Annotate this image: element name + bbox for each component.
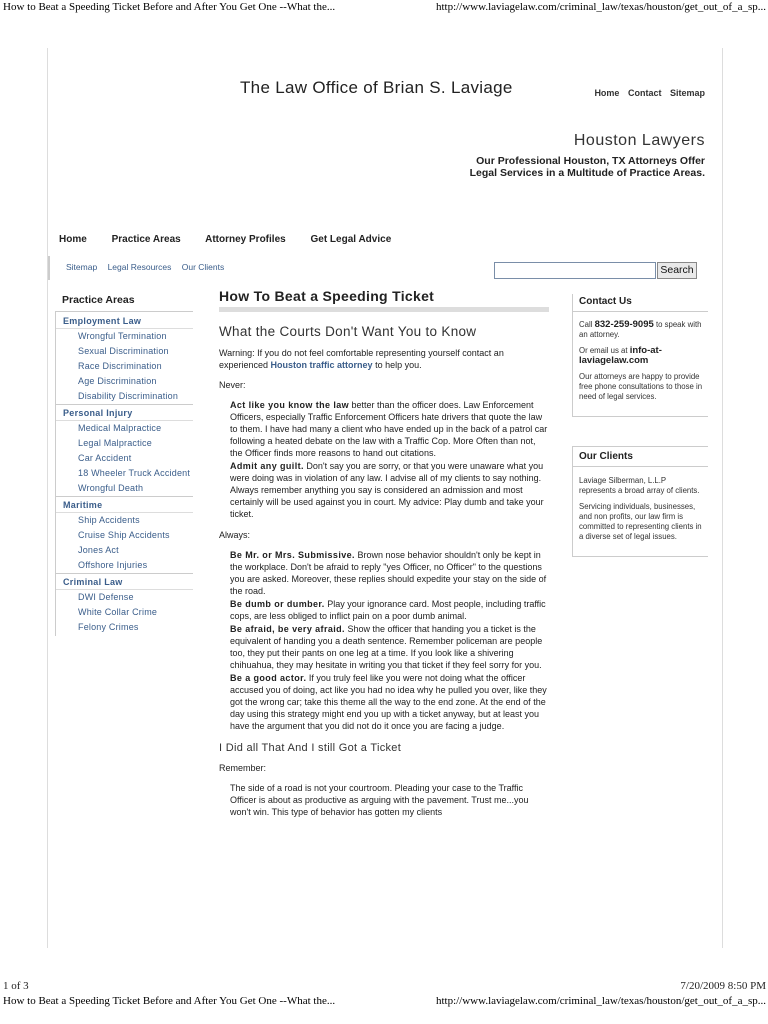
hero-subtitle: Our Professional Houston, TX Attorneys Offer Legal Services in a Multitude of Practice Areas. — [469, 155, 705, 179]
sidebar-item-felony-crimes[interactable]: Felony Crimes — [78, 622, 139, 632]
warning-paragraph — [219, 347, 549, 371]
sidebar-item-legal-malpractice[interactable]: Legal Malpractice — [78, 438, 152, 448]
sidebar-title: Practice Areas — [55, 294, 193, 312]
search-button[interactable]: Search — [657, 262, 697, 279]
call-suffix: to speak with an attorney. — [579, 320, 702, 339]
print-footer-meta — [0, 980, 768, 994]
search-input[interactable] — [494, 262, 656, 279]
call-line — [579, 320, 704, 340]
top-nav-contact[interactable]: Contact — [627, 88, 662, 98]
sidebar-item-offshore-injuries[interactable]: Offshore Injuries — [56, 558, 193, 574]
main-nav — [59, 234, 413, 245]
email-line — [579, 346, 704, 366]
consultation-note: Our attorneys are happy to provide free phone consultations to those in need of legal services. — [579, 372, 703, 401]
title-divider — [219, 307, 549, 312]
email-prefix: Or email us at — [579, 346, 630, 355]
main-nav-get-legal-advice[interactable]: Get Legal Advice — [310, 234, 392, 245]
sidebar-item-age-discrimination[interactable]: Age Discrimination — [78, 376, 157, 386]
sidebar-category-maritime[interactable]: Maritime — [56, 497, 193, 513]
sidebar-category-employment-law[interactable]: Employment Law — [56, 313, 193, 329]
main-nav-practice-areas[interactable]: Practice Areas — [111, 234, 181, 245]
sidebar-list — [55, 312, 193, 636]
sub-nav-our-clients[interactable]: Our Clients — [181, 262, 225, 272]
sidebar-item-ship-accidents[interactable]: Ship Accidents — [78, 515, 140, 525]
sidebar-item-white-collar-crime[interactable]: White Collar Crime — [78, 607, 158, 617]
tip-text: If you truly feel like you were not doing what the officer accused you of doing, act like you had no idea why he pulled you over, like they got the wrong car; take this theme all the way to the end zone. At the end of the day using this strategy might end you up with a ticket anyway, but at least you have the argument that you did not do it once you are facing a judge. — [230, 673, 547, 731]
sidebar-item-race-discrimination[interactable]: Race Discrimination — [78, 361, 162, 371]
tip-text: Show the officer that handing you a ticket is the equivalent of handing you a death sentence. Remember policeman are people too, they put their pants on one leg at a time. If you look like a shivering chihuahua, they may hesitate in writing you that ticket if they feel sorry for you. — [230, 624, 543, 670]
top-nav-sitemap[interactable]: Sitemap — [669, 88, 705, 98]
site-title[interactable]: The Law Office of Brian S. Laviage — [240, 78, 513, 97]
page-indicator: 1 of 3 — [3, 980, 29, 992]
main-nav-home[interactable]: Home — [59, 234, 87, 245]
tip-heading: Be afraid, be very afraid. — [230, 624, 345, 634]
tip-heading: Act like you know the law — [230, 400, 350, 410]
article-title: How To Beat a Speeding Ticket — [219, 288, 435, 304]
article — [219, 290, 549, 819]
houston-traffic-attorney-link[interactable]: Houston traffic attorney — [270, 360, 373, 370]
sidebar-item-wrongful-termination[interactable]: Wrongful Termination — [78, 331, 167, 341]
print-footer-title: How to Beat a Speeding Ticket Before and After You Get One --What the... — [3, 995, 336, 1007]
print-header — [0, 1, 768, 15]
tip-heading: Be a good actor. — [230, 673, 307, 683]
sub-nav-divider — [48, 256, 50, 280]
contact-us-title: Contact Us — [579, 296, 632, 307]
never-tip — [219, 460, 549, 520]
sidebar-item-18-wheeler-truck-accident[interactable]: 18 Wheeler Truck Accident — [78, 468, 191, 478]
always-tip — [219, 549, 549, 597]
our-clients-box — [572, 446, 708, 557]
contact-us-box — [572, 294, 708, 417]
remember-label: Remember: — [219, 763, 267, 773]
top-nav — [588, 88, 705, 98]
sidebar-item-cruise-ship-accidents[interactable]: Cruise Ship Accidents — [78, 530, 170, 540]
hero-title: Houston Lawyers — [573, 132, 705, 149]
tip-text: better than the officer does. Law Enforcement Officers, especially Traffic Enforcement Officers hate drivers that quote the law to them. I have had many a client who have ended up in the back of a patrol car following a heated debate on the law with a Traffic Cop. More Often than not, the Officer finds more reasons to hand out citations. — [230, 400, 548, 458]
print-footer — [0, 995, 768, 1009]
email-link[interactable]: info-at-laviagelaw.com — [579, 345, 662, 366]
sub-nav — [66, 262, 232, 272]
tip-heading: Be dumb or dumber. — [230, 599, 325, 609]
call-prefix: Call — [579, 320, 595, 329]
warning-text-end: to help you. — [372, 360, 422, 370]
always-tip — [219, 623, 549, 671]
main-nav-attorney-profiles[interactable]: Attorney Profiles — [205, 234, 286, 245]
sidebar-category-criminal-law[interactable]: Criminal Law — [56, 574, 193, 590]
never-list — [219, 399, 549, 520]
sidebar-category-personal-injury[interactable]: Personal Injury — [56, 405, 193, 421]
tip-text: Don't say you are sorry, or that you were unaware what you were doing was in violation of any law. I advise all of my clients to say nothing. Always remember anything you say is considered an admission and most certainly will be used against you in court. My advice: Play dumb and take your ticket. — [230, 461, 544, 519]
phone-number[interactable]: 832-259-9095 — [594, 319, 654, 330]
sidebar-practice-areas — [55, 294, 193, 636]
sidebar-item-sexual-discrimination[interactable]: Sexual Discrimination — [78, 346, 169, 356]
sidebar-item-wrongful-death[interactable]: Wrongful Death — [56, 481, 193, 497]
sidebar-item-disability-discrimination[interactable]: Disability Discrimination — [56, 389, 193, 405]
tip-heading: Be Mr. or Mrs. Submissive. — [230, 550, 355, 560]
tip-text: Play your ignorance card. Most people, including traffic cops, are less obliged to inflict pain on a poor dumb animal. — [230, 599, 546, 621]
never-tip — [219, 399, 549, 459]
sidebar-item-dwi-defense[interactable]: DWI Defense — [78, 592, 134, 602]
tip-text: Brown nose behavior shouldn't only be kept in the workplace. Don't be afraid to reply "yes Officer, no Officer" to the questions you are asked. Moreover, these replies should expedite your stay on the side of the road. — [230, 550, 547, 596]
sidebar-item-medical-malpractice[interactable]: Medical Malpractice — [78, 423, 162, 433]
sub-nav-sitemap[interactable]: Sitemap — [66, 262, 98, 272]
print-header-url: http://www.laviagelaw.com/criminal_law/texas/houston/get_out_of_a_sp... — [435, 1, 766, 13]
sub-nav-legal-resources[interactable]: Legal Resources — [107, 262, 172, 272]
our-clients-title: Our Clients — [579, 451, 633, 462]
always-tip — [219, 598, 549, 622]
top-nav-home[interactable]: Home — [594, 88, 620, 98]
sidebar-item-jones-act[interactable]: Jones Act — [78, 545, 119, 555]
print-timestamp: 7/20/2009 8:50 PM — [680, 980, 766, 992]
always-label: Always: — [219, 530, 251, 540]
print-footer-url: http://www.laviagelaw.com/criminal_law/texas/houston/get_out_of_a_sp... — [435, 995, 766, 1007]
tip-heading: Admit any guilt. — [230, 461, 304, 471]
warning-text: Warning: If you do not feel comfortable representing yourself contact an experienced — [219, 348, 504, 370]
section-heading: I Did all That And I still Got a Ticket — [219, 742, 402, 754]
print-header-title: How to Beat a Speeding Ticket Before and After You Get One --What the... — [3, 1, 336, 13]
remember-text: The side of a road is not your courtroom. Pleading your case to the Traffic Officer is about as productive as arguing with the pavement. Trust me...you won't win. This type of behavior has gotten my clients — [230, 783, 529, 817]
sidebar-item-car-accident[interactable]: Car Accident — [78, 453, 132, 463]
always-list — [219, 549, 549, 732]
always-tip — [219, 672, 549, 732]
clients-paragraph: Servicing individuals, businesses, and non profits, our law firm is committed to representing clients in a diverse set of legal issues. — [579, 502, 702, 541]
article-subtitle: What the Courts Don't Want You to Know — [219, 324, 477, 339]
clients-paragraph: Laviage Silberman, L.L.P represents a broad array of clients. — [579, 476, 700, 495]
never-label: Never: — [219, 380, 246, 390]
